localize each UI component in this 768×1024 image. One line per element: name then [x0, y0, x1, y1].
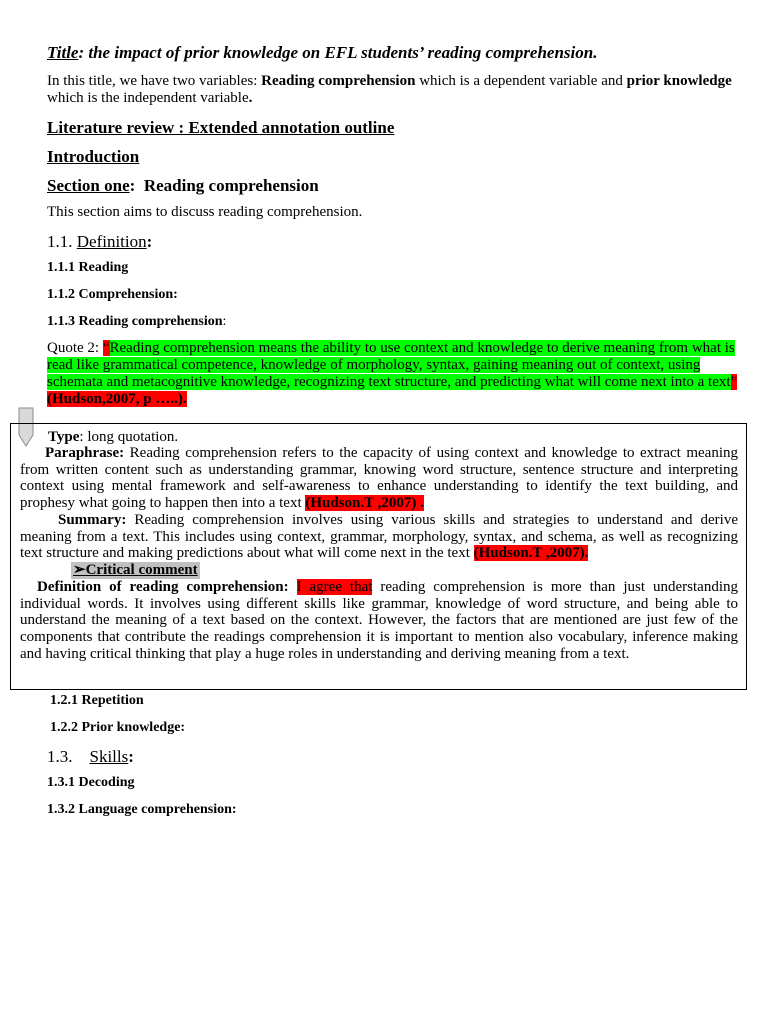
subheading-prior-knowledge: 1.2.2 Prior knowledge:	[50, 720, 186, 735]
critical-comment-text: Definition of reading comprehension: I agree that reading comprehension is more than just understanding individual words. It involves using different skills like grammar, knowledge of word structure, and being able to understand the meaning of a text based on the context. However, the factors that are mentioned are just few of the components that contribute the readings comprehension it is important to mention also vocabulary, inference making and having critical thinking that play a huge roles in understanding and deriving meaning from a text.	[20, 579, 738, 662]
skills-heading: 1.3. Skills:	[47, 747, 134, 766]
bullet-arrow-icon: ➢	[73, 562, 86, 578]
annotation-summary: Summary: Reading comprehension involves using various skills and strategies to understand and derive meaning from a text. This includes using context, grammar, morphology, syntax, and schema, as well as recognizing text structure and making predictions about what will come next in the text (Hudson.T ,2007).	[20, 512, 738, 562]
annotation-paraphrase: Paraphrase: Reading comprehension refers to the capacity of using context and knowledge to extract meaning from written content such as understanding grammar, knowing word structure, sentence structure and interpreting context using mental framework and self-awareness to enhance understanding to identify the text building, and prophesy what going to happen then into a text (Hudson.T ,2007) .	[20, 445, 738, 512]
annotation-type: Type: long quotation.	[48, 429, 179, 445]
introduction-heading: Introduction	[47, 147, 140, 166]
subheading-language-comprehension: 1.3.2 Language comprehension:	[47, 802, 237, 817]
section-one-aim: This section aims to discuss reading comprehension.	[47, 204, 363, 220]
subheading-repetition: 1.2.1 Repetition	[50, 693, 144, 708]
document-title	[47, 43, 597, 63]
subheading-reading: 1.1.1 Reading	[47, 260, 129, 275]
subheading-reading-comprehension: 1.1.3 Reading comprehension:	[47, 314, 227, 329]
annotation-box	[10, 423, 747, 690]
subheading-comprehension: 1.1.2 Comprehension:	[47, 287, 178, 302]
lit-review-heading: Literature review : Extended annotation outline	[47, 118, 395, 137]
title-label: Title	[47, 43, 79, 62]
quote-highlight: Reading comprehension means the ability to use context and knowledge to derive meaning from what is read like grammatical competence, knowledge of morphology, syntax, gaining meaning out of context, using schemata and metacognitive knowledge, recognizing text structure, and predicting what will come next into a text	[47, 340, 735, 390]
definition-heading: 1.1. Definition:	[47, 232, 153, 251]
intro-paragraph: In this title, we have two variables: Reading comprehension which is a dependent variable and prior knowledge which is the independent variable.	[47, 73, 732, 106]
critical-comment-heading: ➢Critical comment	[73, 562, 198, 578]
quote-citation: (Hudson,2007, p …..).	[47, 391, 187, 407]
title-text: : the impact of prior knowledge on EFL students’ reading comprehension.	[78, 43, 598, 62]
agree-highlight: I agree that	[296, 579, 373, 595]
subheading-decoding: 1.3.1 Decoding	[47, 775, 135, 790]
section-one-heading: Section one: Reading comprehension	[47, 176, 319, 195]
quote-2: Quote 2: “Reading comprehension means the ability to use context and knowledge to derive meaning from what is read like grammatical competence, knowledge of morphology, syntax, gaining meaning out of context, using schemata and metacognitive knowledge, recognizing text structure, and predicting what will come next into a text” (Hudson,2007, p …..).	[47, 340, 738, 407]
